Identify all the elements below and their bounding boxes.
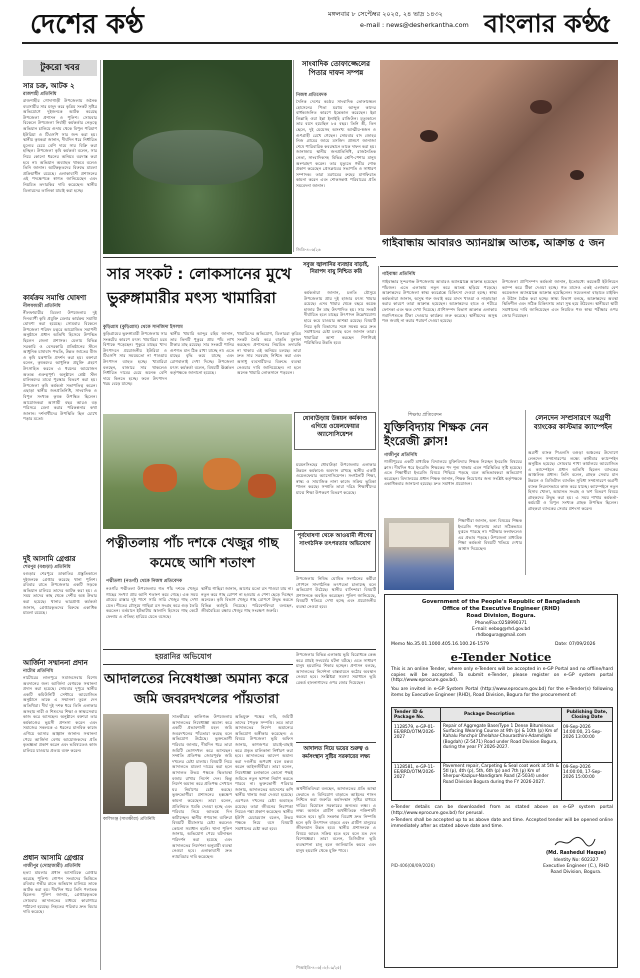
brief-headline-4: আর্জিনা সম্মাননা প্রদান: [23, 659, 88, 667]
tender-row-rule: [392, 762, 612, 763]
tender-memo: Memo No.35.01.1000.405.16.100.26-1579: [391, 642, 489, 647]
dates-text-col1: নওগাঁর পত্নীতলা উপজেলায় গত পাঁচ দশকে খেজুর গাছের সংখ্যা প্রায় আশি শতাংশ কমে গেছে। এক সময় গ্রামের রাস্তার দুই পাশে সারি সারি খেজুর গাছ দেখা যেত। শীতের মৌসুমে গাছিরা রস সংগ্রহ করে গুড় তৈরি করতেন। বর্তমানে ইটভাটায় জ্বালানি হিসেবে গাছ কেটে ফেলায় এ ঐতিহ্য হারিয়ে যেতে বসেছে।: [106, 586, 198, 619]
tender-row1-id: 1128579, e-GP-01-EE/BRD/OTM/2026-2027: [394, 725, 436, 741]
row-rule-main: [103, 257, 376, 258]
brief-column: [23, 60, 97, 972]
tender-col2-header: Package Description: [464, 712, 515, 717]
brief-byline-5: গাজীপুর (দোহাজারী) প্রতিনিধি: [23, 864, 81, 869]
brief-byline-3: শেরপুর (বগুড়া) প্রতিনিধি: [23, 565, 71, 570]
brief-box-title: টুকরো খবর: [23, 60, 97, 76]
main-story-text-col4: কর্মকর্তারা জানান, চলতি মৌসুমে উপজেলায় প্রায় দুই হাজার মৎস্য খামার রয়েছে। এসব খামার থেকে বছরে কয়েক হাজার টন মাছ উৎপাদিত হয়। সার সংকট দীর্ঘায়িত হলে মাছের উৎপাদন উল্লেখযোগ্য হারে কমে যাওয়ার আশঙ্কা রয়েছে। বিষয়টি নিয়ে কৃষি বিভাগের সঙ্গে সমন্বয় করে দ্রুত সমাধানের চেষ্টা চলছে বলে জানান তারা। খামারিরা আশা করছেন শিগগিরই পরিস্থিতির উন্নতি হবে।: [304, 290, 376, 346]
tender-notice: [384, 594, 618, 968]
school-photo: [384, 518, 454, 590]
date-cluster-3: [248, 474, 276, 498]
tender-row1-dates: 09-Sep-2026 14:00:00, 21-Sep-2026 13:00:00: [563, 725, 602, 741]
tender-intro: This is an online Tender, where only e-Tenders will be accepted in e-GP Portal and no offline/hard copies will be accepted. To submit e-Tender, please register on e-GP system portal (http://www.eprocure.gov.bd).: [391, 667, 613, 684]
masthead-left-title: দেশের কণ্ঠ: [30, 9, 144, 40]
tender-item2: You are invited in e-GP System Portal (http://www.eprocure.gov.bd) for the e-Tender(s) following items by Executive Engineer (RHD), Road Division, Bogura for the procurement of:: [391, 687, 613, 698]
column-rule-3: [378, 266, 379, 594]
court-text-col1: সাতক্ষীরার কালিগঞ্জ উপজেলায় আদালতের নিষেধাজ্ঞা অমান্য করে একটি প্রভাবশালী মহল জমি জবরদখলের পাঁয়তারা করছে বলে অভিযোগ উঠেছে। ভুক্তভোগী পরিবার জানায়, দীর্ঘদিন ধরে তারা জমিটি ভোগদখল করে আসছেন। সম্প্রতি প্রতিপক্ষ জোরপূর্বক জমি দখলের চেষ্টা চালায়। বিষয়টি নিয়ে আদালতে মামলা দায়ের করা হলে আদালত উভয় পক্ষকে স্থিতাবস্থা বজায় রাখার নির্দেশ দেন। কিন্তু নির্দেশ অমান্য করে প্রতিপক্ষ সেখানে ঘর নির্মাণের চেষ্টা করছে। ভুক্তভোগীরা প্রশাসনের হস্তক্ষেপ কামনা করেছেন। তারা বলেন, প্রতিনিয়ত হুমকি দেওয়া হচ্ছে এবং পরিবার নিয়ে আতঙ্কে দিন কাটাচ্ছেন। স্থানীয় গণ্যমান্য ব্যক্তিরা বিষয়টি মীমাংসার চেষ্টা করলেও কোনো সমাধান হয়নি। থানা পুলিশ জানায়, অভিযোগ পেয়ে ঘটনাস্থল পরিদর্শন করা হয়েছে এবং আদালতের নির্দেশনা অনুযায়ী ব্যবস্থা নেওয়া হবে। এলাকাবাসী দ্রুত ন্যায়বিচার দাবি করেছেন।: [172, 714, 232, 859]
brief-text-2: নীলফামারীর ডিমলা উপজেলায় দুই দিনব্যাপী কৃষি প্রযুক্তি মেলার কার্যক্রম সমাপ্তি ঘোষণা করা হয়েছে। সোমবার বিকেলে উপজেলা পরিষদ চত্বরে আয়োজিত সমাপনী অনুষ্ঠানে প্রধান অতিথি হিসেবে উপস্থিত ছিলেন জেলা প্রশাসক। মেলায় বিভিন্ন সরকারি ও বেসরকারি প্রতিষ্ঠানের স্টলে আধুনিক চাষাবাদ পদ্ধতি, উন্নত জাতের বীজ ও কৃষি যন্ত্রপাতি প্রদর্শন করা হয়। বক্তারা বলেন, কৃষকদের আধুনিক প্রযুক্তি গ্রহণে উৎসাহিত করতে এ ধরনের আয়োজন অত্যন্ত গুরুত্বপূর্ণ। অনুষ্ঠানে শ্রেষ্ঠ স্টল মালিকদের মাঝে পুরস্কার বিতরণ করা হয়। উপজেলা কৃষি কর্মকর্তা সভাপতিত্ব করেন। এছাড়া স্থানীয় জনপ্রতিনিধি, সাংবাদিক ও বিপুল সংখ্যক কৃষক উপস্থিত ছিলেন। আয়োজকরা আগামী বছর আরও বড় পরিসরে মেলা করার পরিকল্পনার কথা জানান। দর্শনার্থীদের উপস্থিতি ছিল চোখে পড়ার মতো।: [23, 310, 97, 422]
tender-sign-name: (Md. Rashedul Haque): [545, 851, 607, 856]
court-headline-line1: আদালতের নিষেধাজ্ঞা অমান্য করে: [104, 671, 289, 687]
column-rule-bank: [525, 410, 526, 575]
main-headline-line2: ভুরুঙ্গামারীর মৎস্য খামারিরা: [107, 289, 276, 307]
english-class-label: শিক্ষায় প্রতিবেদন: [408, 412, 442, 418]
anthrax-rule: [380, 266, 618, 267]
dates-text-col2: স্থানীয় গাছিরা জানান, আগের মতো রস পাওয়া যায় না। নতুন করে গাছ রোপণ না হওয়ায় এ পেশা ছেড়ে দিচ্ছেন অনেকে। কৃষি বিভাগ খেজুর গাছ রোপণে উদ্বুদ্ধ করতে বিভিন্ন কর্মসূচি নিয়েছে। পরিবেশবিদরা বলছেন, জীববৈচিত্র্য রক্ষায় খেজুর গাছ সংরক্ষণ জরুরি।: [201, 586, 293, 614]
anthrax-headline: গাইবান্ধায় আবারও অ্যানথ্রাক্স আতঙ্ক, আক্রান্ত ৫ জন: [382, 237, 605, 249]
tender-sign-office: Road Division, Bogura.: [550, 870, 602, 875]
masthead-right-title: বাংলার কণ্ঠ: [484, 9, 600, 38]
page-number: ৫: [596, 9, 613, 38]
main-story-text-col1: কুড়িগ্রামের ভুরুঙ্গামারী উপজেলায় সার সংকটের কারণে মৎস্য খামারিরা চরম বিপাকে পড়েছেন। পুকুরে মাছের খাদ্য উৎপাদনে প্রয়োজনীয় ইউরিয়া ও টিএসপি সার সময়মতো না পাওয়ায় উৎপাদন ব্যাহত হচ্ছে। খামারিরা বলছেন, বাজারে সার থাকলেও নির্ধারিত দামের চেয়ে অনেক বেশি দামে কিনতে হচ্ছে। ফলে উৎপাদন খরচ বেড়ে যাচ্ছে।: [103, 331, 167, 387]
court-kicker: হয়রানির অভিযোগ: [155, 652, 212, 661]
green-energy-box: [296, 262, 376, 284]
tender-note1: e-Tender details can be downloaded from as stated above on e-GP system portal (http://www.eprocure.gov.bd) for perusal.: [391, 805, 613, 816]
middle-text-lower: অর্থনীতিবিদরা বলছেন, আদালতের প্রতি আস্থা ফেরাতে ও বিনিয়োগ বাড়াতে আইনের শাসন নিশ্চিত করা জরুরি। কর্মসংস্থান সৃষ্টির মাধ্যমে দারিদ্র্য বিমোচন সরকারের অন্যতম লক্ষ্য। এ লক্ষ্য অর্জনে গ্রামীণ অর্থনীতিকে শক্তিশালী করতে হবে। ভূমি সংক্রান্ত বিরোধ দ্রুত নিষ্পত্তি হলে কৃষি উৎপাদন বাড়বে এবং গ্রামীণ মানুষের জীবনমান উন্নত হবে। স্থানীয় প্রশাসনকে এ বিষয়ে আরও সক্রিয় হতে হবে বলে মত দেন বিশেষজ্ঞরা। তারা বলেন, ডিজিটাল ভূমি ব্যবস্থাপনা চালু হলে জালিয়াতি কমবে এবং মানুষ হয়রানি থেকে মুক্তি পাবে।: [296, 786, 376, 853]
tender-email: E-mail: eebog@rhd.gov.bd: [471, 627, 531, 632]
court-text-col2: অভিযুক্ত পক্ষের দাবি, জমিটি তাদের পৈতৃক সম্পত্তি। তবে তারা আদালতের নির্দেশ অমান্যের অভিযোগ অস্বীকার করেছেন। এ বিষয়ে উপজেলা ভূমি অফিস জানায়, কাগজপত্র যাচাই-বাছাই করে প্রকৃত মালিকানা নির্ধারণ করা হবে। আদালতের আদেশ অমান্য করা দণ্ডনীয় অপরাধ বলে মন্তব্য করেন আইনজীবীরা। তারা বলেন, নিষেধাজ্ঞা চলাকালে কোনো পক্ষই জমিতে নতুন স্থাপনা নির্মাণ করতে পারবে না। ভুক্তভোগী পরিবার জানায়, আদালতের আদেশের কপি স্থানীয় থানায় জমা দেওয়া হয়েছে। এরপরও দখলের চেষ্টা অব্যাহত রয়েছে। তারা জীবনের নিরাপত্তা নিয়েও শঙ্কা প্রকাশ করেছেন। স্থানীয় ইউপি চেয়ারম্যান বলেন, উভয় পক্ষকে নিয়ে বসে বিষয়টি সমাধানের চেষ্টা করা হবে।: [235, 714, 293, 831]
middle-gd: পিআইডি-৪০৬(০৮/০৯/২৫): [296, 965, 342, 970]
fish-farm-photo: [103, 60, 292, 254]
dhobaura-text: ময়মনসিংহের ধোবাউড়া উপজেলায় এলাকার উন্নয়ন কর্মকাণ্ডে অবদান রাখছে স্থানীয় একটি ওয়েলফেয়ার অ্যাসোসিয়েশন। সংগঠনটি শিক্ষা, স্বাস্থ্য ও সামাজিক নানা কাজে সক্রিয় ভূমিকা পালন করছে। সম্প্রতি তারা দরিদ্র শিক্ষার্থীদের মাঝে শিক্ষা উপকরণ বিতরণ করেছে।: [296, 462, 376, 495]
side-story-text: দৈনিক দেশের কণ্ঠের সাংবাদিক তোফাজ্জেল হোসেনের পিতা মরহুম আব্দুল কাদের বার্ধক্যজনিত কারণে ইন্তেকাল করেছেন। ইন্না লিল্লাহি ওয়া ইন্না ইলাইহি রাজিউন। মৃত্যুকালে তার বয়স হয়েছিল ৮৫ বছর। তিনি স্ত্রী, তিন ছেলে, দুই মেয়েসহ অসংখ্য আত্মীয়-স্বজন ও গুণগ্রাহী রেখে গেছেন। সোমবার বাদ জোহর নিজ গ্রামের জামে মসজিদ প্রাঙ্গণে জানাজা শেষে পারিবারিক কবরস্থানে তাকে দাফন করা হয়। জানাজায় স্থানীয় জনপ্রতিনিধি, রাজনৈতিক নেতা, সাংবাদিকসহ বিভিন্ন শ্রেণি-পেশার মানুষ অংশগ্রহণ করেন। তার মৃত্যুতে গভীর শোক প্রকাশ করেছেন প্রেসক্লাবের সভাপতি ও সাধারণ সম্পাদক। তারা মরহুমের রুহের মাগফিরাত কামনা করেন এবং শোকসন্তপ্ত পরিবারের প্রতি সমবেদনা জানান।: [296, 99, 376, 188]
anthrax-text-col1: গাইবান্ধার সুন্দরগঞ্জ উপজেলায় আবারও অ্যানথ্রাক্সে আক্রান্ত হয়েছেন পাঁচজন। এতে এলাকায় নতুন করে আতঙ্ক ছড়িয়ে পড়েছে। আক্রান্তদের উপজেলা স্বাস্থ্য কমপ্লেক্সে চিকিৎসা দেওয়া হচ্ছে। স্বাস্থ্য কর্মকর্তারা জানান, অসুস্থ গরু জবাই করে মাংস খাওয়া ও নাড়াচাড়া করার কারণে তারা আক্রান্ত হয়েছেন। আক্রান্তদের হাতে ও শরীরে ফোসকা এবং ক্ষত দেখা দিয়েছে। প্রাণিসম্পদ বিভাগ আক্রান্ত এলাকায় গবাদিপশুকে টিকা দেওয়ার কার্যক্রম শুরু করেছে। স্থানীয়দের অসুস্থ পশু জবাই না করার পরামর্শ দেওয়া হয়েছে।: [382, 279, 497, 324]
brief-text-5: হত্যা মামলার প্রধান আসামিকে গ্রেপ্তার করেছে পুলিশ। গোপন সংবাদের ভিত্তিতে রবিবার গভীর রাতে অভিযান চালিয়ে তাকে আটক করা হয়। দীর্ঘদিন ধরে তিনি পলাতক ছিলেন। পুলিশ জানায়, গ্রেপ্তারকৃতকে সোমবার আদালতের মাধ্যমে কারাগারে পাঠানো হয়েছে। নিহতের পরিবার দ্রুত বিচার দাবি করেছে।: [23, 870, 97, 915]
court-photo-person: [125, 762, 147, 806]
court-pullquote: আদালত নিয়ে ভয়ের শুরুত্ব ও কর্মসংস্থান সুষ্টির সরকারের লক্ষ্য: [302, 746, 370, 760]
row-rule-dates: [103, 649, 376, 650]
awami-box: [294, 530, 376, 572]
tender-gd-no: PID-406(08/09/2026): [391, 863, 435, 868]
dates-caption: পত্নীতলা (নওগাঁ) থেকে নিজস্ব প্রতিবেদক: [106, 579, 183, 584]
tender-gov-line2: Office of the Executive Engineer (RHD): [442, 606, 560, 612]
brief-headline-2: কার্যক্রম সমাপ্তি ঘোষণা: [23, 294, 87, 302]
english-class-byline: গাজীপুর প্রতিনিধি: [384, 453, 418, 458]
brief-text-4: নাটোরের লালপুরে সমাজসেবায় বিশেষ অবদানের জন্য আর্জিনা বেগমকে সম্মাননা প্রদান করা হয়েছে। সোমবার দুপুরে স্থানীয় একটি কমিউনিটি সেন্টারে আয়োজিত অনুষ্ঠানে তাকে এ সম্মাননা তুলে দেন অতিথিরা। দীর্ঘ দুই দশক ধরে তিনি এলাকার অসহায় নারী ও শিশুদের শিক্ষা ও স্বাস্থ্যসেবায় কাজ করে আসছেন। অনুষ্ঠানে বক্তারা তার কর্মকাণ্ডের ভূয়সী প্রশংসা করেন এবং সমাজের সকলকে এ ধরনের মানবিক কাজে এগিয়ে আসার আহ্বান জানান। সম্মাননা পেয়ে আর্জিনা বেগম আয়োজকদের প্রতি কৃতজ্ঞতা প্রকাশ করেন এবং ভবিষ্যতেও কাজ চালিয়ে যাওয়ার প্রত্যয় ব্যক্ত করেন।: [23, 675, 97, 753]
date-palm-photo: [103, 414, 292, 529]
tender-col1-header: Tender ID & Package No.: [394, 710, 425, 720]
main-story-byline: কুড়িগ্রাম (কুড়িগ্রাম) থেকে সানজিদা ইসলাম: [103, 325, 183, 330]
tender-note2: e-Tenders shall be accepted up to as above date and time. Accepted tender will be opened online immediately after as stated above date and time.: [391, 818, 613, 829]
column-rule-1: [100, 60, 101, 970]
court-pullquote-box: [296, 742, 376, 782]
bank-text: অগ্রণী ব্যাংক পিএলসি বগুড়া অঞ্চলের উদ্যোগে লেনদেন সম্প্রসারণের লক্ষ্যে কাস্টমার ক্যাম্পেইন অনুষ্ঠিত হয়েছে। সোমবার শাখা কার্যালয়ে আয়োজিত এ ক্যাম্পেইনে প্রধান অতিথি ছিলেন ব্যাংকের আঞ্চলিক প্রধান। তিনি বলেন, গ্রাহক সেবার মান উন্নয়ন ও ডিজিটাল ব্যাংকিং সুবিধা সম্প্রসারণে অগ্রণী ব্যাংক নিরলসভাবে কাজ করে যাচ্ছে। ক্যাম্পেইনে নতুন হিসাব খোলা, আমানত সংগ্রহ ও ঋণ বিতরণ বিষয়ে গ্রাহকদের উদ্বুদ্ধ করা হয়। এ সময় শাখার কর্মকর্তা-কর্মচারী ও বিপুল সংখ্যক গ্রাহক উপস্থিত ছিলেন। গ্রাহকরা ব্যাংকের সেবার প্রশংসা করেন।: [528, 450, 618, 511]
brief-byline-4: নাটোর প্রতিনিধি: [23, 669, 54, 674]
green-energy-title: সবুজ জ্বালানির ব্যবহার বাড়াই, নিরাপদ বায়ু নিশ্চিত করি: [302, 262, 370, 275]
column-rule-2: [293, 60, 294, 252]
dates-headline-line1: পত্নীতলায় পাঁচ দশকে খেজুর গাছ: [106, 536, 279, 551]
tender-row2-dates: 09-Sep-2026 14:00:00, 17-Sep-2026 15:00:00: [563, 765, 602, 781]
tender-phone: Phone/Fax:0258990371: [475, 621, 527, 626]
middle-text-upper: উপজেলার বিভিন্ন এলাকায় ভূমি বিরোধকে কেন্দ্র করে প্রায়ই সংঘর্ষের ঘটনা ঘটছে। এতে সাধারণ মানুষ হয়রানির শিকার হচ্ছেন। প্রশাসন বলছে, আদালতের নির্দেশনা বাস্তবায়নে কঠোর অবস্থান নেওয়া হবে। সংশ্লিষ্টরা সমস্যা সমাধানে ভূমি রেকর্ড হালনাগাদের ওপর জোর দিয়েছেন।: [296, 652, 376, 685]
side-story-byline: নিজস্ব প্রতিবেদক: [296, 93, 327, 98]
awami-title: পূর্বঘোষণা থেকে আওয়ামী লীগের সাংগঠনিক তৎপরতার অভিযোগ: [297, 533, 373, 547]
masthead: [0, 0, 640, 58]
english-class-text-2: শিক্ষার্থীরা জানান, অন্য বিষয়ের শিক্ষক ইংরেজি পড়ানোয় তারা সঠিকভাবে বুঝতে পারছে না। পরীক্ষার ফলাফলেও এর প্রভাব পড়ছে। উপজেলা মাধ্যমিক শিক্ষা কর্মকর্তা বিষয়টি খতিয়ে দেখার আশ্বাস দিয়েছেন।: [458, 518, 522, 551]
tender-gov-line1: Government of the People's Republic of Bangladesh: [421, 599, 581, 605]
main-story-text-col2: স্থানীয় খামারি আব্দুর রহিম জানান, তার তিনটি পুকুরে প্রায় পাঁচ লাখ টাকার মাছ রয়েছে। সার সংকটে পানির গুণগত মান ঠিক রাখা যাচ্ছে না। এতে মাছের বৃদ্ধি কমে যাচ্ছে এবং রোগবালাই দেখা দিচ্ছে। উপজেলা মৎস্য কর্মকর্তা বলেন, বিষয়টি ঊর্ধ্বতন কর্তৃপক্ষকে জানানো হয়েছে।: [170, 331, 234, 376]
masthead-email: e-mail : news@desherkantha.com: [360, 21, 469, 29]
court-kicker-rule: [103, 664, 293, 665]
tender-signature: [553, 835, 597, 849]
english-class-headline: যুক্তিবিদ্যায় শিক্ষক নেন ইংরেজী ক্লাস!: [384, 420, 489, 448]
brief-headline-5: প্রধান আসামি গ্রেপ্তার: [23, 854, 84, 862]
main-story-text-col3: খামারিদের অভিযোগ, ডিলাররা কৃত্রিম সংকট তৈরি করে বাড়তি মুনাফা করছেন। প্রশাসনের নিয়মিত তদারকি না থাকায় এই অনিয়ম চলছে। তারা দ্রুত সার সরবরাহ নিশ্চিত করা এবং অসাধু ব্যবসায়ীদের বিরুদ্ধে ব্যবস্থা নেওয়ার দাবি জানিয়েছেন। না হলে অনেক খামারি লোকসানে পড়বেন।: [237, 331, 301, 376]
dates-headline-line2: কমেছে আশি শতাংশ: [150, 556, 255, 571]
tender-web: rhdbogura@gmail.com: [475, 633, 527, 638]
court-photo-caption: কালিগঞ্জ (সাতক্ষীরা) প্রতিনিধি: [103, 817, 155, 822]
tender-row2-desc: Pavement repair, Carpeting & Seal coat work at 5th & 5tl (p), 4th (p), 5th, 6th (p) and 7th (p) Km of Sherpur-Kazipur-Nandigram Road (Z-5034) under Road Division Bogura during the FY 2026-2027.: [443, 764, 559, 785]
tender-col-rule-1: [440, 708, 441, 800]
anthrax-byline: গাইবান্ধা প্রতিনিধি: [382, 272, 416, 277]
brief-headline-1: সার চক্র, আটক ২: [23, 82, 75, 90]
dhobaura-box: [294, 412, 376, 450]
date-cluster-2: [203, 458, 241, 490]
skin-lesion-3: [570, 170, 584, 180]
skin-lesion-1: [420, 130, 438, 142]
tender-table: [391, 707, 613, 801]
school-building: [389, 523, 449, 547]
anthrax-photo: [380, 60, 618, 235]
side-story-gd: জিডি-৪০৬/২৬: [296, 247, 321, 252]
main-headline-line1: সার সংকট : লোকসানের মুখে: [107, 265, 292, 283]
tender-sign-id: Identity No: 602327: [553, 858, 599, 863]
brief-text-1: রাজশাহীর গোদাগাড়ী উপজেলায় জনৈক ব্যবসায়ীর সার মজুদ করে কৃত্রিম সংকট সৃষ্টির অভিযোগে দুইজনকে আটক করেছে উপজেলা প্রশাসন ও পুলিশ। সোমবার বিকেলে উপজেলা নির্বাহী কর্মকর্তার নেতৃত্বে অভিযান চালিয়ে গুদাম থেকে বিপুল পরিমাণ ইউরিয়া ও টিএসপি সার জব্দ করা হয়। স্থানীয় কৃষকরা জানান, দীর্ঘদিন ধরে নির্ধারিত মূল্যের চেয়ে বেশি দামে সার বিক্রি করা হচ্ছিল। উপজেলা কৃষি কর্মকর্তা বলেন, সার নিয়ে কোনো ধরনের অনিয়ম বরদাস্ত করা হবে না। অভিযান অব্যাহত থাকবে বলেও তিনি জানান। আটককৃতদের বিরুদ্ধে মামলা প্রক্রিয়াধীন রয়েছে। এলাকাবাসী প্রশাসনের এই পদক্ষেপকে স্বাগত জানিয়েছেন এবং নিয়মিত তদারকির দাবি করেছেন। স্থানীয় ডিলারদের তালিকা যাচাই করা হচ্ছে।: [23, 98, 97, 193]
masthead-rule: [22, 42, 618, 44]
tender-col-rule-2: [561, 708, 562, 800]
tender-title: e-Tender Notice: [450, 650, 552, 664]
awami-text: উপজেলায় নিষিদ্ধ ঘোষিত সংগঠনের কর্মীরা গোপনে সাংগঠনিক তৎপরতা চালাচ্ছে বলে অভিযোগ উঠেছে। স্থানীয় বাসিন্দারা বিষয়টি প্রশাসনকে অবহিত করেছেন। পুলিশ জানিয়েছে, বিষয়টি খতিয়ে দেখা হচ্ছে এবং প্রয়োজনীয় ব্যবস্থা নেওয়া হবে।: [296, 576, 376, 609]
date-cluster-1: [143, 464, 177, 492]
tender-gov-line3: Road Division, Bogura.: [466, 613, 536, 619]
masthead-date-line: মঙ্গলবার ৮ সেপ্টেম্বর ২০২৫, ২৪ ভাদ্র ১৪৩২: [328, 10, 443, 18]
tender-row1-desc: Repair of Aggregate Base/Type 1 Dense Bituminous Surfacing Wearing Course at 9th (p) & 10th (p) Km of Kahalu Panchpir Dhelahar-Chourasthini-Adamdighi (Bogdah) (Z-5471) Road under Road Division Bogura, during the year FY 2026-2027.: [443, 724, 558, 750]
brief-byline-1: রাজশাহী প্রতিনিধি: [23, 92, 57, 97]
tender-col3-header: Publishing Date, Closing Date: [566, 710, 608, 720]
tender-sign-title: Executive Engineer (C.), RHD: [543, 864, 609, 869]
bank-headline: লেনদেন সম্প্রসারণে অগ্রণী ব্যাংকের কাস্টমার ক্যাম্পেইন: [533, 414, 613, 431]
side-story-title: সাংবাদিক তোফাজ্জেলের পিতার দাফন সম্পন্ন: [302, 60, 370, 77]
tender-row2-id: 1128581, e-GP-11-EE/BRD/OTM/2026-2027: [394, 765, 436, 781]
side-story: [296, 60, 376, 256]
anthrax-text-col2: উপজেলা প্রাণিসম্পদ কর্মকর্তা জানান, ইতোমধ্যে কয়েকটি ইউনিয়নে ক্যাম্প করে টিকা দেওয়া হচ্ছে। গত মাসেও একই এলাকায় বেশ কয়েকজন অ্যানথ্রাক্সে আক্রান্ত হয়েছিলেন। সচেতনতা বাড়াতে মাইকিং ও উঠান বৈঠক করা হচ্ছে। স্বাস্থ্য বিভাগ বলছে, আক্রান্তদের অবস্থা স্থিতিশীল এবং সঠিক চিকিৎসায় তারা সুস্থ হয়ে উঠবেন। স্থানীয়রা স্থায়ী সমাধানের দাবি জানিয়েছেন এবং নিয়মিত পশু স্বাস্থ্য পরীক্ষার ওপর জোর দিয়েছেন।: [502, 279, 618, 318]
brief-headline-3: দুই আসামি গ্রেপ্তার: [23, 555, 76, 563]
brief-byline-2: নীলফামারী প্রতিনিধি: [23, 304, 61, 309]
skin-lesion-2: [530, 100, 552, 114]
english-class-text: গাজীপুরের একটি মাধ্যমিক বিদ্যালয়ে যুক্তিবিদ্যার শিক্ষক নিচ্ছেন ইংরেজি বিষয়ের ক্লাস। দীর্ঘদিন ধরে ইংরেজি শিক্ষকের পদ শূন্য থাকায় এমন পরিস্থিতির সৃষ্টি হয়েছে। এতে শিক্ষার্থীরা ইংরেজি বিষয়ে পিছিয়ে পড়ছে বলে অভিভাবকরা অভিযোগ করেছেন। বিদ্যালয়ের প্রধান শিক্ষক জানান, শিক্ষক নিয়োগের জন্য সংশ্লিষ্ট কর্তৃপক্ষকে একাধিকবার জানানো হয়েছে। দ্রুত সমাধান প্রয়োজন।: [384, 459, 522, 487]
dhobaura-title: ধোবাউড়ায় উন্নয়ন কর্মকাণ্ড এগিয়ে ওয়েলফেয়ার অ্যাসোসিয়েশন: [302, 415, 368, 438]
court-headline-line2: জমি জবরদখলের পাঁয়তারা: [134, 691, 280, 707]
tender-date: Date: 07/09/2026: [555, 642, 596, 647]
brief-text-3: বগুড়ার শেরপুরে ডাকাতির প্রস্তুতিকালে দুইজনকে গ্রেপ্তার করেছে থানা পুলিশ। রবিবার রাতে উপজেলার একটি সড়কে অভিযান চালিয়ে তাদের আটক করা হয়। এ সময় তাদের কাছ থেকে দেশীয় অস্ত্র উদ্ধার করা হয়েছে। থানার ভারপ্রাপ্ত কর্মকর্তা জানান, গ্রেপ্তারকৃতদের বিরুদ্ধে একাধিক মামলা রয়েছে।: [23, 571, 97, 616]
court-photo: [103, 714, 169, 814]
pond-water: [133, 130, 263, 185]
